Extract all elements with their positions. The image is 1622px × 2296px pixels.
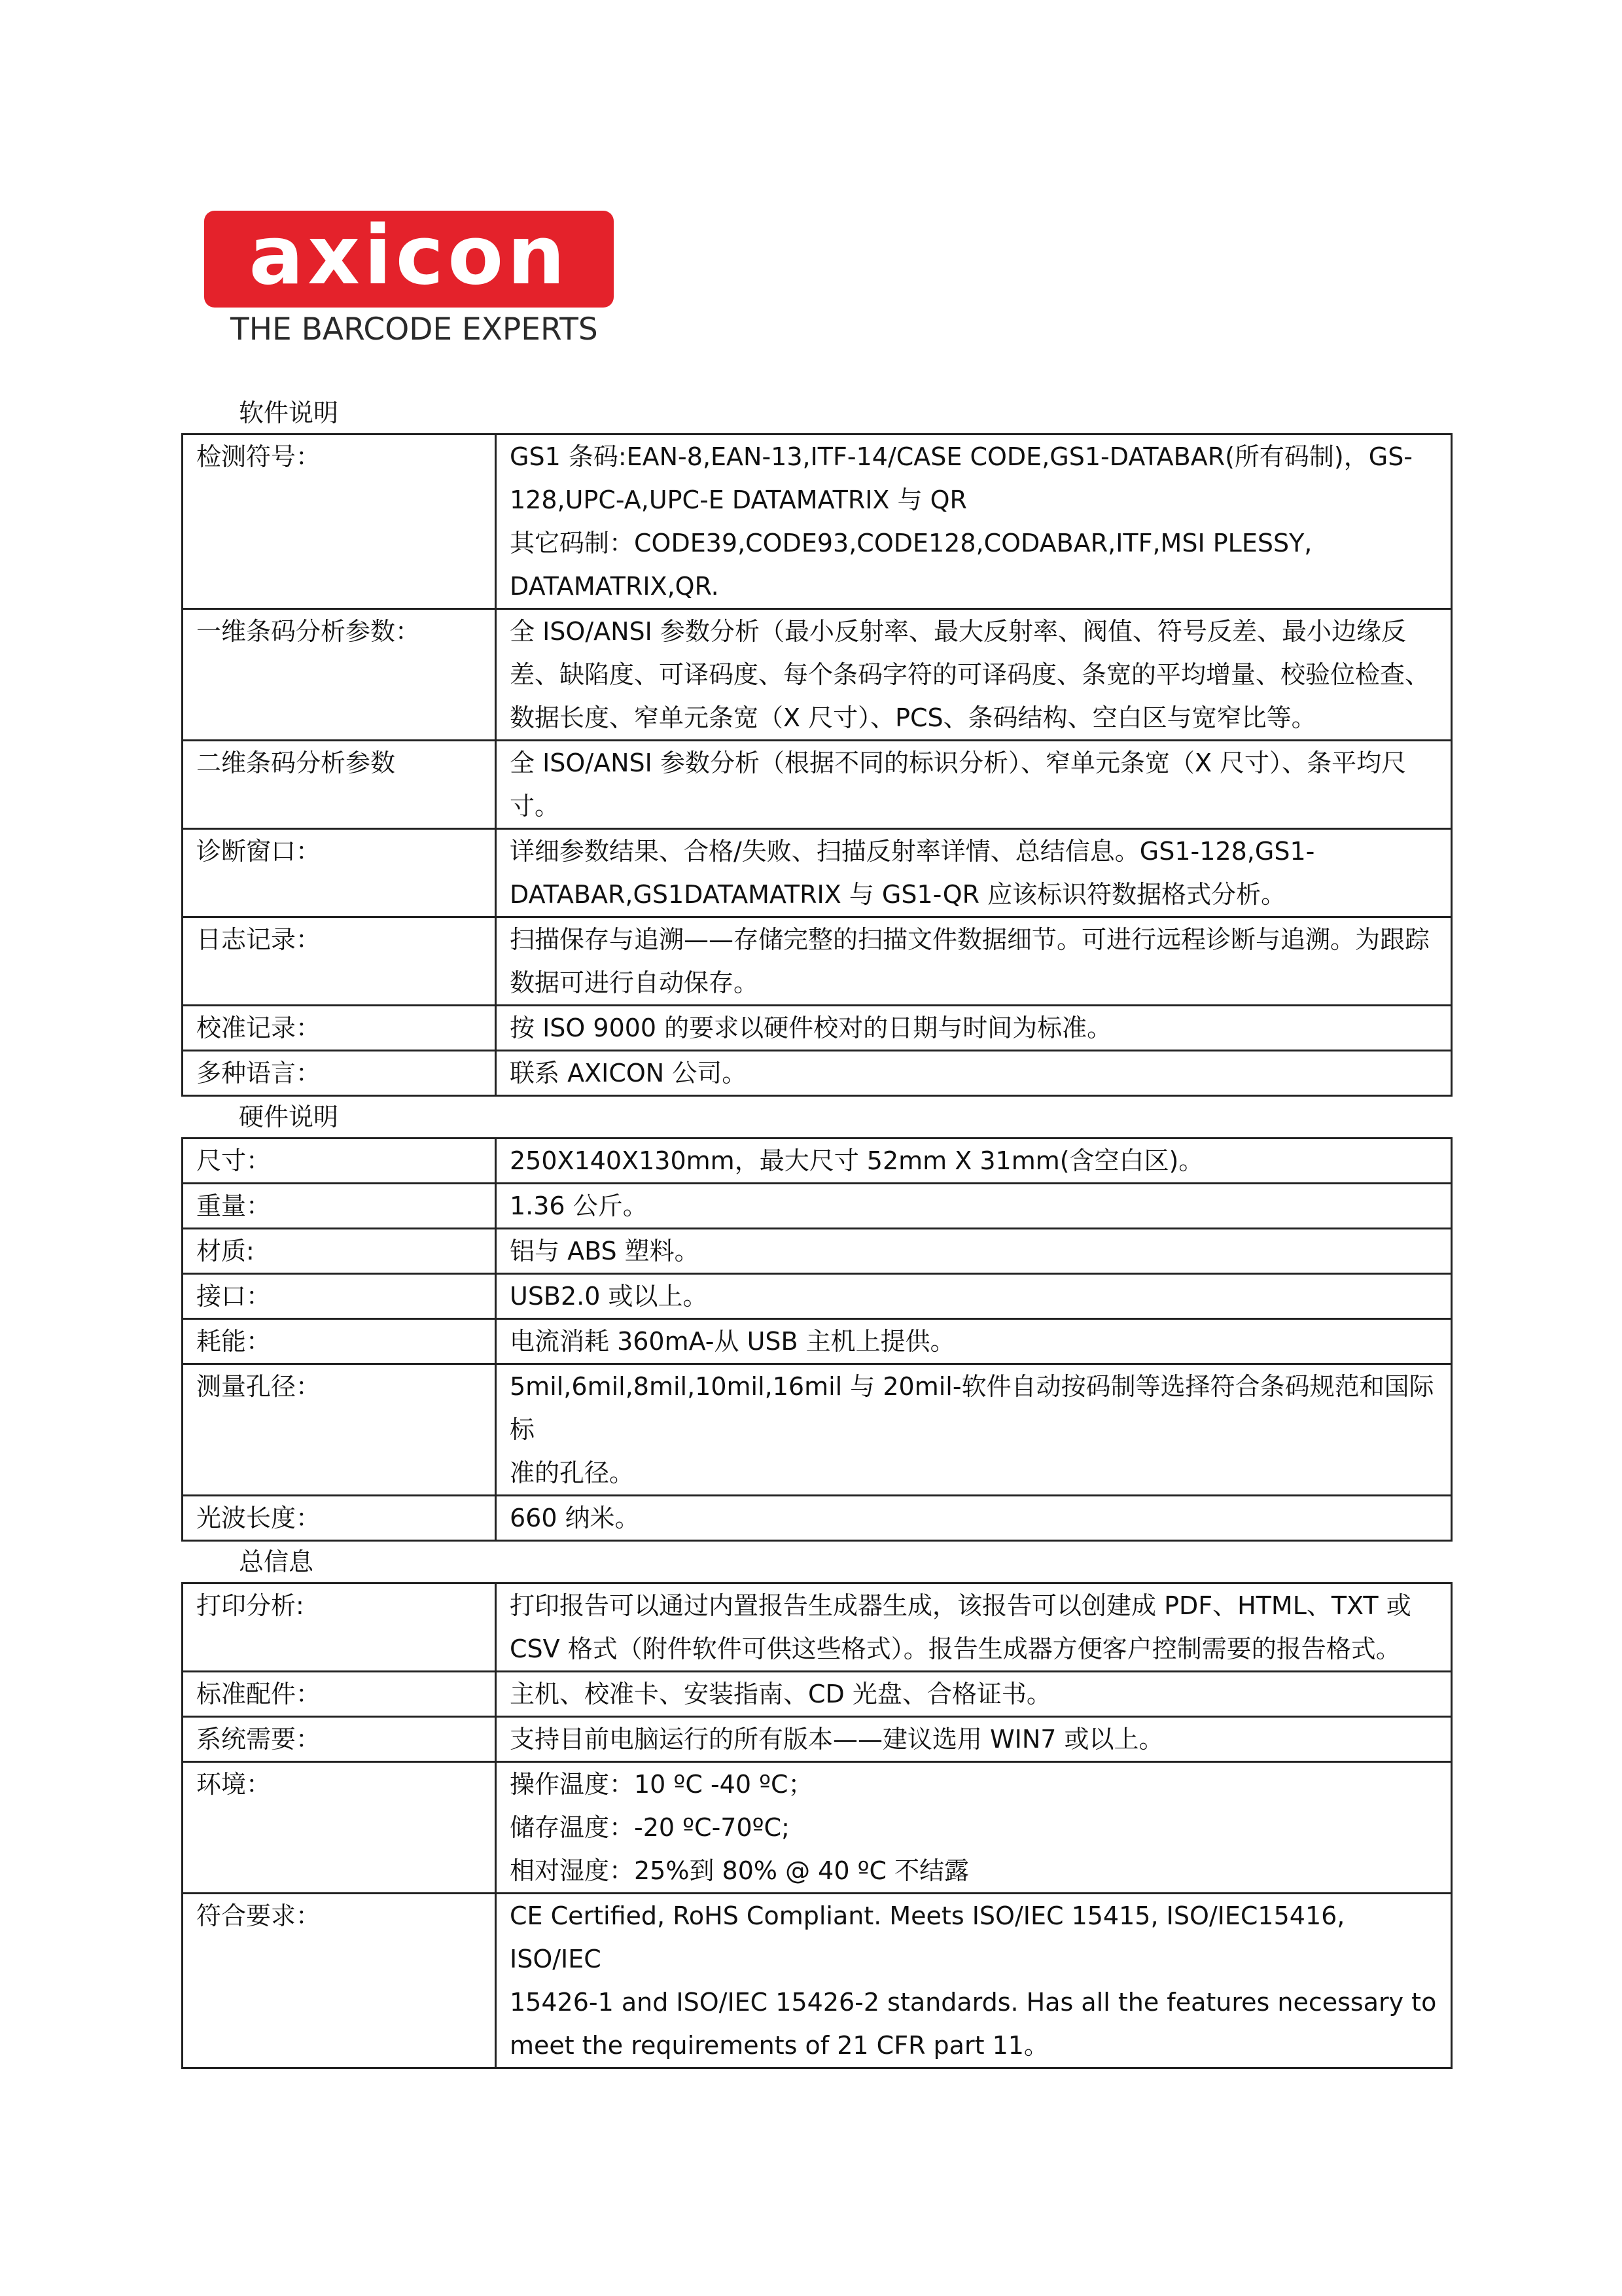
- spec-value-line: 按 ISO 9000 的要求以硬件校对的日期与时间为标准。: [510, 1014, 1112, 1042]
- spec-value: [496, 1006, 1452, 1051]
- spec-value-line: 660 纳米。: [510, 1504, 640, 1532]
- spec-value-line: 寸。: [510, 792, 560, 821]
- spec-value-line: 准的孔径。: [510, 1458, 635, 1487]
- spec-label: 尺寸：: [183, 1139, 496, 1184]
- spec-row: [183, 1364, 1452, 1496]
- spec-label: 接口：: [183, 1274, 496, 1319]
- spec-value-line: CSV 格式（附件软件可供这些格式）。报告生成器方便客户控制需要的报告格式。: [510, 1634, 1401, 1663]
- spec-value-line: 128,UPC-A,UPC-E DATAMATRIX 与 QR: [510, 486, 967, 514]
- spec-value: [496, 1894, 1452, 2068]
- spec-value-line: 全 ISO/ANSI 参数分析（最小反射率、最大反射率、阀值、符号反差、最小边缘反: [510, 617, 1406, 646]
- spec-value: [496, 1229, 1452, 1274]
- spec-value-line: 全 ISO/ANSI 参数分析（根据不同的标识分析）、窄单元条宽（X 尺寸）、条平均尺: [510, 749, 1407, 777]
- axicon-logo: [204, 211, 614, 351]
- spec-value: [496, 741, 1452, 829]
- spec-value-line: 相对湿度：25%到 80% @ 40 ºC 不结露: [510, 1856, 970, 1885]
- spec-row: [183, 1006, 1452, 1051]
- spec-label: 诊断窗口：: [183, 829, 496, 917]
- spec-value-line: 详细参数结果、合格/失败、扫描反射率详情、总结信息。GS1-128,GS1-: [510, 837, 1315, 866]
- spec-value: [496, 829, 1452, 917]
- spec-label: 测量孔径：: [183, 1364, 496, 1496]
- spec-value-line: 联系 AXICON 公司。: [510, 1059, 747, 1087]
- spec-row: [183, 1672, 1452, 1717]
- spec-row: [183, 1184, 1452, 1229]
- spec-value-line: DATABAR,GS1DATAMATRIX 与 GS1-QR 应该标识符数据格式分析。: [510, 880, 1286, 909]
- spec-label: 重量：: [183, 1184, 496, 1229]
- section-title: 软件说明: [239, 398, 339, 427]
- spec-value-line: meet the requirements of 21 CFR part 11。: [510, 2031, 1049, 2060]
- spec-value-line: 操作温度：10 ºC -40 ºC；: [510, 1770, 813, 1799]
- spec-value-line: 储存温度：-20 ºC-70ºC;: [510, 1813, 790, 1842]
- spec-label: 光波长度：: [183, 1496, 496, 1541]
- spec-row: [183, 609, 1452, 741]
- spec-value-line: DATAMATRIX,QR.: [510, 572, 719, 601]
- spec-value: [496, 1496, 1452, 1541]
- spec-value-line: 铝与 ABS 塑料。: [510, 1237, 699, 1265]
- logo-wordmark: axicon: [249, 209, 569, 303]
- spec-row: [183, 1762, 1452, 1894]
- spec-value: [496, 1319, 1452, 1364]
- spec-label: 耗能：: [183, 1319, 496, 1364]
- section-title: 总信息: [239, 1547, 314, 1576]
- spec-label: 日志记录：: [183, 917, 496, 1006]
- spec-row: [183, 1496, 1452, 1541]
- spec-document: [181, 393, 1453, 2069]
- spec-value: [496, 917, 1452, 1006]
- spec-value-line: 打印报告可以通过内置报告生成器生成，该报告可以创建成 PDF、HTML、TXT 或: [510, 1591, 1411, 1620]
- spec-value-line: 主机、校准卡、安装指南、CD 光盘、合格证书。: [510, 1680, 1051, 1708]
- spec-value: [496, 1672, 1452, 1717]
- spec-value: [496, 1762, 1452, 1894]
- spec-value: [496, 1364, 1452, 1496]
- logo-tagline: THE BARCODE EXPERTS: [230, 311, 598, 347]
- spec-value: [496, 434, 1452, 609]
- spec-value: [496, 1274, 1452, 1319]
- spec-label: 打印分析:: [183, 1583, 496, 1672]
- spec-row: [183, 1051, 1452, 1096]
- spec-label: 一维条码分析参数：: [183, 609, 496, 741]
- spec-row: [183, 1717, 1452, 1762]
- spec-value: [496, 1051, 1452, 1096]
- spec-value-line: 1.36 公斤。: [510, 1192, 648, 1220]
- spec-row: [183, 1319, 1452, 1364]
- spec-value-line: GS1 条码:EAN-8,EAN-13,ITF-14/CASE CODE,GS1-DATABAR(所有码制)，GS-: [510, 442, 1413, 471]
- spec-value-line: 扫描保存与追溯——存储完整的扫描文件数据细节。可进行远程诊断与追溯。为跟踪: [510, 925, 1430, 954]
- spec-value-line: 支持目前电脑运行的所有版本——建议选用 WIN7 或以上。: [510, 1725, 1164, 1754]
- spec-row: [183, 917, 1452, 1006]
- spec-value-line: 差、缺陷度、可译码度、每个条码字符的可译码度、条宽的平均增量、校验位检查、: [510, 660, 1430, 689]
- spec-value-line: USB2.0 或以上。: [510, 1282, 708, 1311]
- spec-row: [183, 1894, 1452, 2068]
- spec-row: [183, 434, 1452, 609]
- spec-row: [183, 1274, 1452, 1319]
- spec-value: [496, 1139, 1452, 1184]
- spec-table: [181, 1582, 1453, 2069]
- spec-row: [183, 1139, 1452, 1184]
- spec-label: 标准配件：: [183, 1672, 496, 1717]
- spec-value: [496, 1184, 1452, 1229]
- spec-label: 系统需要：: [183, 1717, 496, 1762]
- spec-label: 材质:: [183, 1229, 496, 1274]
- spec-value-line: 250X140X130mm，最大尺寸 52mm X 31mm(含空白区)。: [510, 1146, 1204, 1175]
- spec-table: [181, 1137, 1453, 1542]
- spec-value: [496, 1583, 1452, 1672]
- spec-value-line: CE Certified, RoHS Compliant. Meets ISO/IEC 15415, ISO/IEC15416, ISO/IEC: [510, 1901, 1345, 1973]
- spec-label: 符合要求：: [183, 1894, 496, 2068]
- spec-label: 检测符号：: [183, 434, 496, 609]
- spec-label: 二维条码分析参数: [183, 741, 496, 829]
- spec-value-line: 15426-1 and ISO/IEC 15426-2 standards. Has all the features necessary to: [510, 1988, 1437, 2017]
- spec-label: 校准记录：: [183, 1006, 496, 1051]
- section-title: 硬件说明: [239, 1103, 339, 1131]
- spec-value: [496, 1717, 1452, 1762]
- spec-value: [496, 609, 1452, 741]
- spec-table: [181, 433, 1453, 1097]
- spec-value-line: 5mil,6mil,8mil,10mil,16mil 与 20mil-软件自动按码制等选择符合条码规范和国际标: [510, 1372, 1434, 1444]
- spec-value-line: 数据可进行自动保存。: [510, 968, 759, 997]
- spec-value-line: 其它码制：CODE39,CODE93,CODE128,CODABAR,ITF,MSI PLESSY,: [510, 529, 1313, 557]
- spec-row: [183, 1583, 1452, 1672]
- spec-value-line: 电流消耗 360mA-从 USB 主机上提供。: [510, 1327, 955, 1356]
- spec-row: [183, 741, 1452, 829]
- spec-label: 多种语言：: [183, 1051, 496, 1096]
- spec-label: 环境：: [183, 1762, 496, 1894]
- spec-row: [183, 1229, 1452, 1274]
- spec-value-line: 数据长度、窄单元条宽（X 尺寸）、PCS、条码结构、空白区与宽窄比等。: [510, 703, 1316, 732]
- spec-row: [183, 829, 1452, 917]
